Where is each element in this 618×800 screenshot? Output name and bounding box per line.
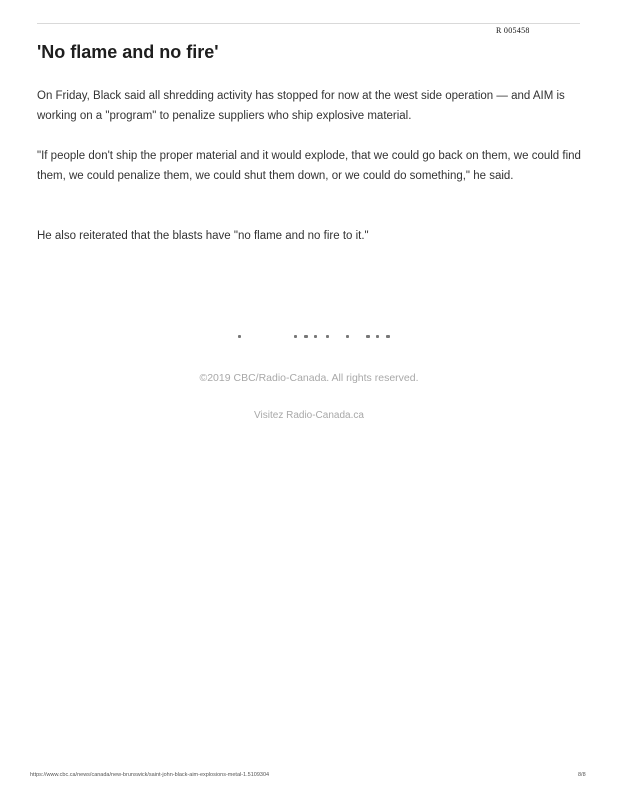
logo-glyph <box>366 335 370 338</box>
copyright-notice: ©2019 CBC/Radio-Canada. All rights reserved. <box>199 372 419 384</box>
bates-number: R 005458 <box>496 26 530 35</box>
logo-glyph <box>304 335 308 338</box>
article-quote-paragraph: "If people don't ship the proper material and it would explode, that we could go back on them, we could find them, we could penalize them, we could shut them down, or we could do something," he said. <box>37 150 581 182</box>
print-page-url: https://www.cbc.ca/news/canada/new-brunswick/saint-john-black-aim-explosions-metal-1.5109304 <box>30 772 270 778</box>
logo-glyph <box>294 335 297 338</box>
logo-glyph <box>326 335 329 338</box>
article-paragraph: He also reiterated that the blasts have "no flame and no fire to it." <box>37 230 369 242</box>
header-divider <box>37 23 580 24</box>
cbc-radio-canada-logo[interactable] <box>228 330 394 344</box>
visit-radio-canada-link[interactable]: Visitez Radio-Canada.ca <box>254 410 364 421</box>
logo-glyph <box>386 335 390 338</box>
logo-glyph <box>314 335 317 338</box>
print-page-number: 8/8 <box>578 772 586 778</box>
section-heading: 'No flame and no fire' <box>37 42 219 62</box>
logo-glyph <box>346 335 349 338</box>
logo-mark-icon <box>238 335 241 338</box>
logo-glyph <box>376 335 379 338</box>
article-paragraph: On Friday, Black said all shredding activity has stopped for now at the west side operation — and AIM is working on a "program" to penalize suppliers who ship explosive material. <box>37 90 565 122</box>
